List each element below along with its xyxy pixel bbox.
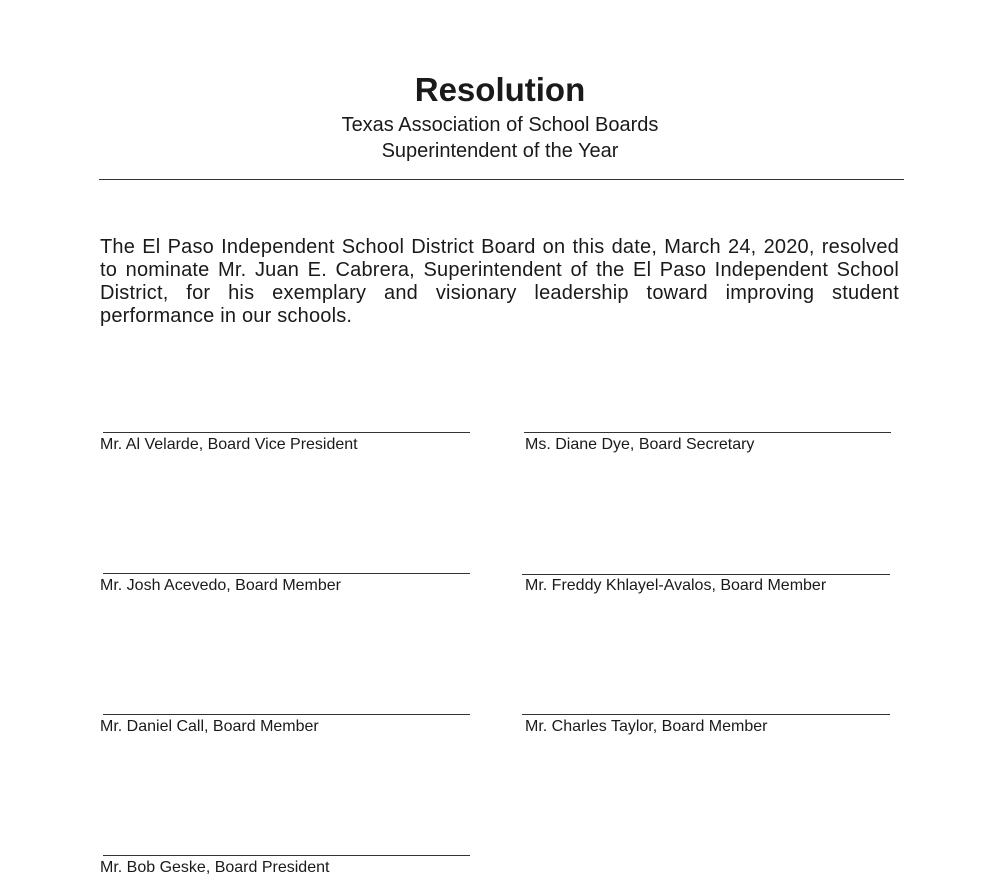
signature-line-secretary <box>524 432 891 433</box>
subtitle-organization: Texas Association of School Boards <box>341 114 659 136</box>
signature-line-member-khlayel-avalos <box>522 574 890 575</box>
resolution-title: Resolution <box>414 71 586 108</box>
signature-label-member-taylor: Mr. Charles Taylor, Board Member <box>525 718 768 735</box>
signature-line-member-call <box>103 714 470 715</box>
signature-label-secretary: Ms. Diane Dye, Board Secretary <box>525 436 755 453</box>
header-divider <box>99 179 904 180</box>
signature-label-vice-president: Mr. Al Velarde, Board Vice President <box>100 436 358 453</box>
signature-line-vice-president <box>103 432 470 433</box>
signature-label-member-khlayel-avalos: Mr. Freddy Khlayel-Avalos, Board Member <box>525 577 827 594</box>
signature-label-member-call: Mr. Daniel Call, Board Member <box>100 718 319 735</box>
subtitle-award: Superintendent of the Year <box>381 140 619 162</box>
signature-line-president <box>103 855 470 856</box>
signature-label-president: Mr. Bob Geske, Board President <box>100 859 330 876</box>
resolution-body: The El Paso Independent School District Board on this date, March 24, 2020, resolved to nominate Mr. Juan E. Cabrera, Superintendent of the El Paso Independent School District, for his exemplary and visionary leadership toward improving student performance in our schools. <box>100 236 899 327</box>
signature-label-member-acevedo: Mr. Josh Acevedo, Board Member <box>100 577 341 594</box>
signature-line-member-taylor <box>522 714 890 715</box>
signature-line-member-acevedo <box>103 573 470 574</box>
